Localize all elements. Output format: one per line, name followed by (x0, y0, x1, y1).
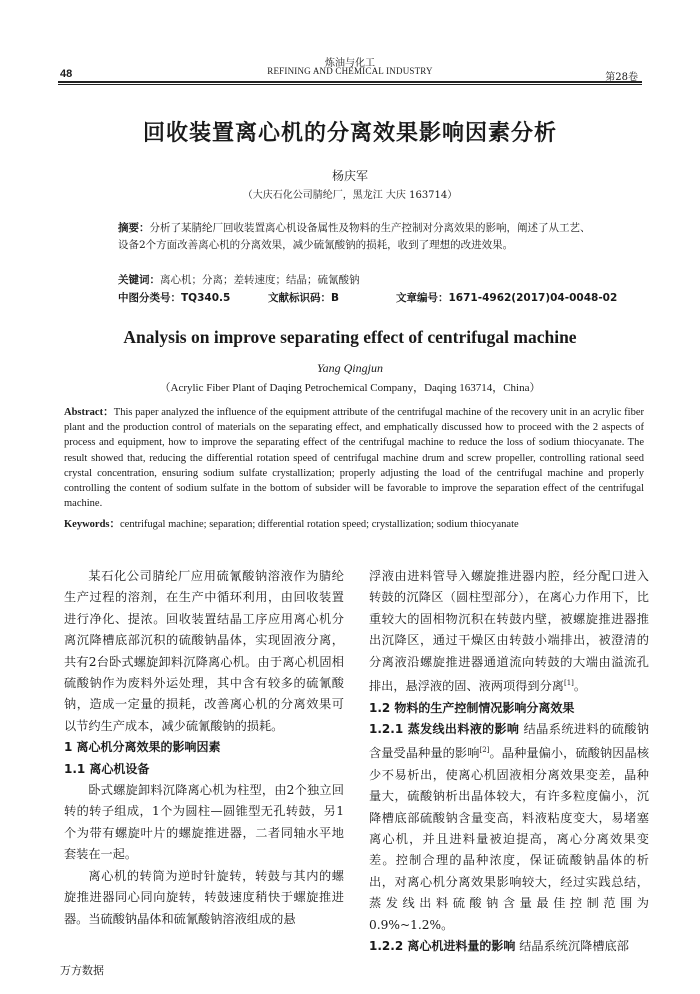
keywords-label-en: Keywords： (64, 519, 120, 530)
body-paragraph: 卧式螺旋卸料沉降离心机为柱型，由2个独立回转的转子组成，1个为圆柱—圆锥型无孔转鼓，另1个为带有螺旋叶片的螺旋推进器，二者同轴水平地套装在一起。 (64, 783, 344, 862)
header-rule-thin (58, 84, 642, 85)
abstract-label-cn: 摘要： (118, 222, 150, 234)
affiliation-cn: （大庆石化公司腈纶厂，黑龙江 大庆 163714） (242, 190, 458, 201)
header-rule-thick (58, 81, 642, 83)
keywords-cn (118, 272, 598, 289)
body-column-left (64, 566, 344, 930)
paragraph-text: 。晶种量偏小，硫酸钠因晶核少不易析出，使离心机固液相分离效果变差，晶种量大，硫酸钠析出晶体较大，有许多粒度偏小，沉降槽底部硫酸钠含量变高，料液粘度变大，易堵塞离心机，并且进料量被迫提高，离心分离效果变差。控制合理的晶种浓度，保证硫酸钠晶体的析出，对离心机分离效果影响较大，经过实践总结，蒸发线出料硫酸钠含量最佳控制范围为0.9%~1.2%。 (369, 746, 650, 932)
article-title-cn: 回收装置离心机的分离效果影响因素分析 (142, 121, 557, 146)
subsubsection-heading: 1.2.2 离心机进料量的影响 (369, 939, 516, 954)
class-number: 中图分类号：TQ340.5 (118, 292, 231, 304)
paragraph-text: 浮液由进料管导入螺旋推进器内腔，经分配口进入转鼓的沉降区（圆柱型部分），在离心力作用下，比重较大的固相物沉积在转鼓内壁，被螺旋推进器推出沉降区，通过干燥区由转鼓小端排出，被澄清的分离液沿螺旋推进器通道流向转鼓的大端由溢流孔排出，悬浮液的固、液两项得到分离 (369, 569, 649, 694)
abstract-label-en: Abstract： (64, 407, 114, 418)
abstract-en (64, 405, 644, 511)
paragraph-lead: 结晶系统沉降槽底部 (519, 939, 629, 954)
section-heading: 1 离心机分离效果的影响因素 (64, 740, 221, 755)
citation-ref: [1] (564, 679, 574, 688)
body-paragraph: 某石化公司腈纶厂应用硫氰酸钠溶液作为腈纶生产过程的溶剂，在生产中循环利用，由回收装置进行净化、提浓。回收装置结晶工序应用离心机分离沉降槽底部沉积的硫酸钠晶体，实现固液分离，共有2台卧式螺旋卸料沉降离心机。由于离心机固相硫酸钠作为废料外运处理，其中含有较多的硫氰酸钠，造成一定量的损耗，改善离心机的分离效果可以节约生产成本，减少硫氰酸钠的损耗。 (64, 569, 344, 733)
document-code: 文献标识码：B (268, 292, 340, 304)
keywords-en (64, 516, 644, 531)
subsection-heading: 1.2 物料的生产控制情况影响分离效果 (369, 700, 575, 715)
body-paragraph (369, 566, 649, 698)
author-cn: 杨庆军 (331, 169, 368, 183)
keywords-label-cn: 关键词： (118, 274, 160, 286)
article-title-en: Analysis on improve separating effect of centrifugal machine (123, 327, 577, 347)
body-paragraph: 离心机的转筒为逆时针旋转，转鼓与其内的螺旋推进器同心同向旋转，转鼓速度稍快于螺旋推进器。当硫酸钠晶体和硫氰酸钠溶液组成的悬 (64, 868, 344, 926)
volume-label: 第28卷 (605, 72, 638, 83)
journal-name-en: REFINING AND CHEMICAL INDUSTRY (267, 66, 433, 76)
journal-name-cn: 炼油与化工 (325, 58, 375, 69)
abstract-text-en: This paper analyzed the influence of the equipment attribute of the centrifugal machine of the recovery unit in an acrylic fiber plant and the production control of materials on the separating effect, and emphatically discussed how to proceed with the 2 aspects of process and equipment, how to improve the separating effect of the centrifugal machine to reduce the loss of sodium thiocyanate. The result showed that, reducing the differential rotation speed of centrifugal machine drum and screw propeller, controlling rational seed crystal concentration, ensuring sodium sulfate crystallization; properly adjusting the load of the centrifugal machine and properly controlling the content of sodium sulfate in the bottom of subsider will be favorable to improve the separation effect of the centrifugal machine. (64, 407, 645, 510)
subsubsection-heading: 1.2.1 蒸发线出料液的影响 (369, 721, 520, 736)
citation-ref: [2] (479, 746, 490, 755)
page-number: 48 (60, 68, 73, 80)
paragraph-lead: 结晶系统进料的硫酸钠含量受晶种量的影响 (369, 721, 650, 761)
keywords-text-cn: 离心机；分离；差转速度；结晶；硫氰酸钠 (160, 274, 360, 286)
author-en: Yang Qingjun (317, 361, 383, 375)
subsection-heading: 1.1 离心机设备 (64, 761, 150, 776)
keywords-text-en: centrifugal machine; separation; differential rotation speed; crystallization; sodium thiocyanate (120, 519, 519, 530)
affiliation-en: （Acrylic Fiber Plant of Daqing Petrochemical Company，Daqing 163714，China） (159, 382, 541, 394)
abstract-text-cn: 分析了某腈纶厂回收装置离心机设备属性及物料的生产控制对分离效果的影响，阐述了从工艺、设备2个方面改善离心机的分离效果，减少硫氰酸钠的损耗，收到了理想的改进效果。 (118, 222, 591, 251)
body-paragraph (369, 719, 649, 936)
abstract-cn (118, 220, 598, 254)
article-number: 文章编号：1671-4962(2017)04-0048-02 (396, 292, 618, 304)
body-paragraph (369, 936, 649, 957)
body-column-right (369, 566, 649, 957)
source-footer: 万方数据 (60, 964, 104, 977)
paragraph-end: 。 (573, 679, 587, 694)
